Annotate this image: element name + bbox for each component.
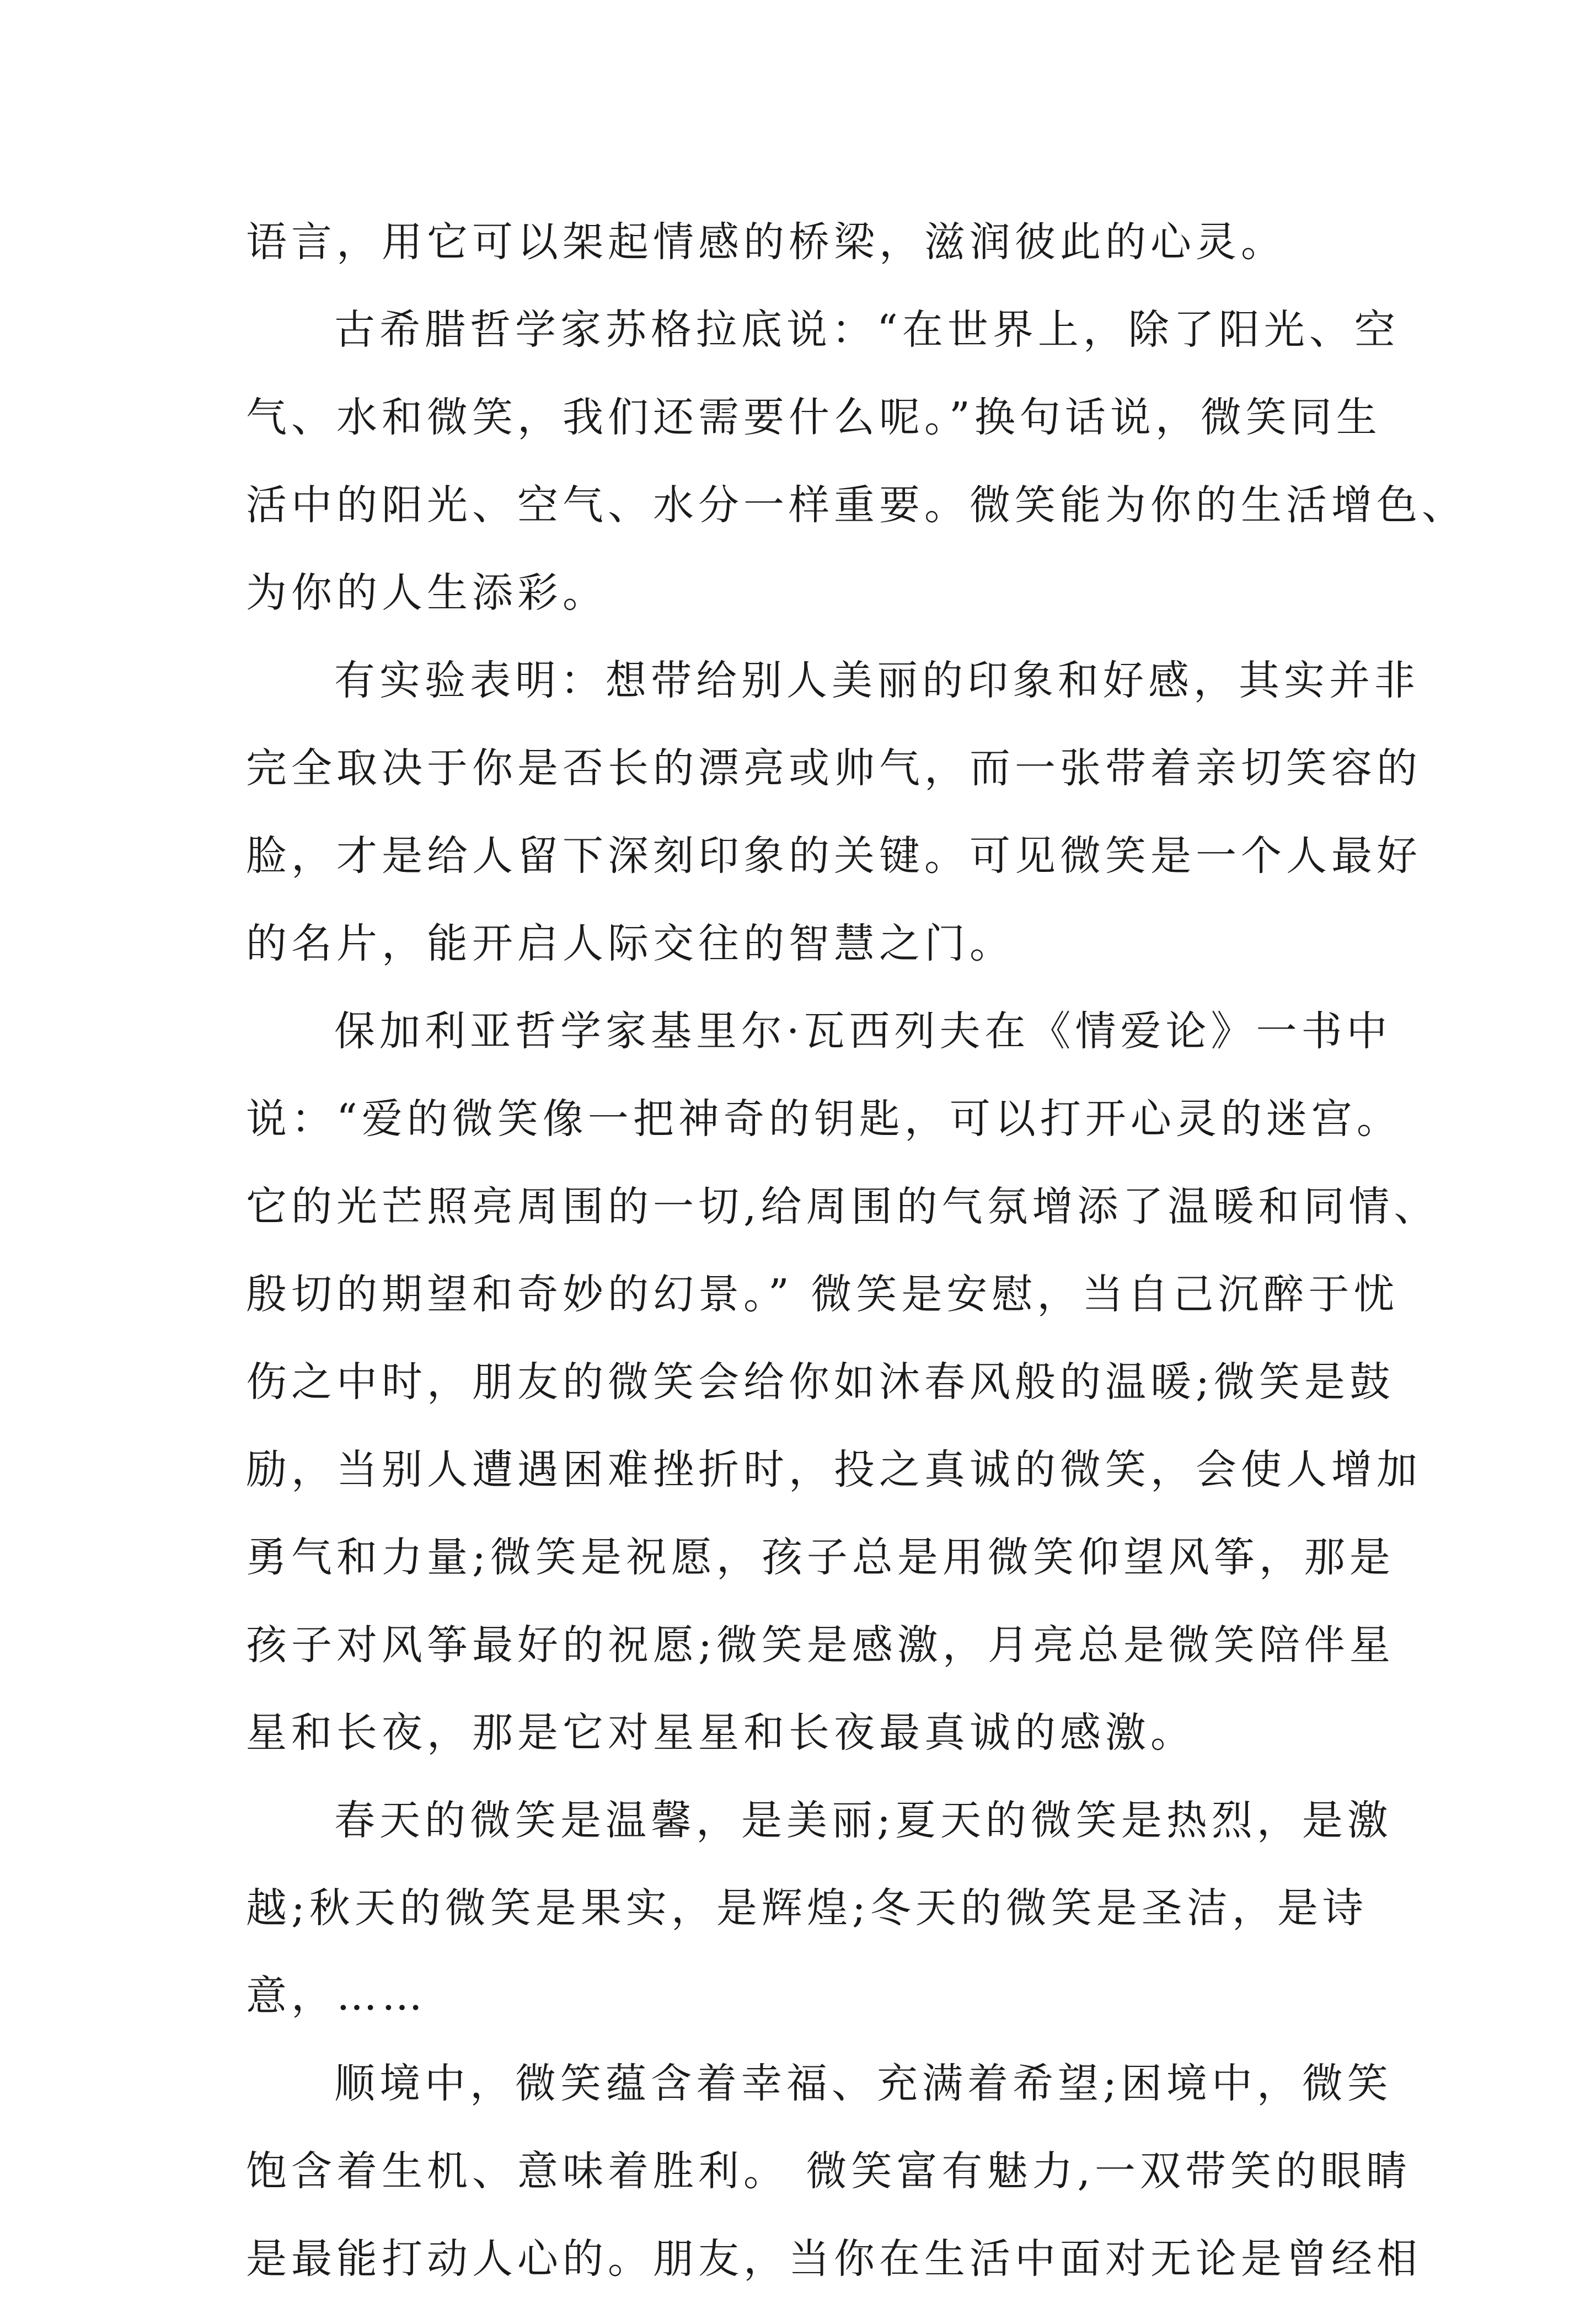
- text-line: 为你的人生添彩。: [246, 569, 608, 617]
- text-line: 是最能打动人心的。朋友，当你在生活中面对无论是曾经相: [246, 2235, 1422, 2283]
- text-line: 殷切的期望和奇妙的幻景。” 微笑是安慰，当自己沉醉于忧: [246, 1271, 1399, 1318]
- text-line: 饱含着生机、意味着胜利。 微笑富有魅力,一双带笑的眼睛: [246, 2147, 1412, 2195]
- text-line: 说：“爱的微笑像一把神奇的钥匙，可以打开心灵的迷宫。: [246, 1095, 1402, 1143]
- text-line: 古希腊哲学家苏格拉底说：“在世界上，除了阳光、空: [334, 306, 1400, 354]
- text-line: 顺境中，微笑蕴含着幸福、充满着希望;困境中，微笑: [334, 2060, 1393, 2107]
- text-line: 有实验表明：想带给别人美丽的印象和好感，其实并非: [334, 657, 1420, 704]
- text-line: 春天的微笑是温馨，是美丽;夏天的微笑是热烈，是激: [334, 1797, 1393, 1844]
- text-line: 语言，用它可以架起情感的桥梁，滋润彼此的心灵。: [246, 218, 1286, 266]
- text-line: 活中的阳光、空气、水分一样重要。微笑能为你的生活增色、: [246, 481, 1467, 529]
- text-line: 脸，才是给人留下深刻印象的关键。可见微笑是一个人最好: [246, 832, 1422, 880]
- text-line: 励，当别人遭遇困难挫折时，投之真诚的微笑，会使人增加: [246, 1446, 1422, 1493]
- text-line: 勇气和力量;微笑是祝愿，孩子总是用微笑仰望风筝，那是: [246, 1534, 1395, 1581]
- text-line: 越;秋天的微笑是果实，是辉煌;冬天的微笑是圣洁，是诗: [246, 1884, 1368, 1932]
- text-line: 气、水和微笑，我们还需要什么呢。”换句话说，微笑同生: [246, 394, 1381, 441]
- text-line: 意，……: [246, 1972, 427, 2020]
- text-line: 完全取决于你是否长的漂亮或帅气，而一张带着亲切笑容的: [246, 745, 1422, 792]
- text-line: 孩子对风筝最好的祝愿;微笑是感激，月亮总是微笑陪伴星: [246, 1621, 1395, 1669]
- text-line: 的名片，能开启人际交往的智慧之门。: [246, 920, 1015, 967]
- body-text: [246, 199, 1467, 2303]
- text-line: 伤之中时，朋友的微笑会给你如沐春风般的温暖;微笑是鼓: [246, 1358, 1395, 1406]
- text-line: 保加利亚哲学家基里尔·瓦西列夫在《情爱论》一书中: [334, 1008, 1392, 1055]
- text-line: 它的光芒照亮周围的一切,给周围的气氛增添了温暖和同情、: [246, 1183, 1439, 1230]
- text-line: 星和长夜，那是它对星星和长夜最真诚的感激。: [246, 1709, 1196, 1756]
